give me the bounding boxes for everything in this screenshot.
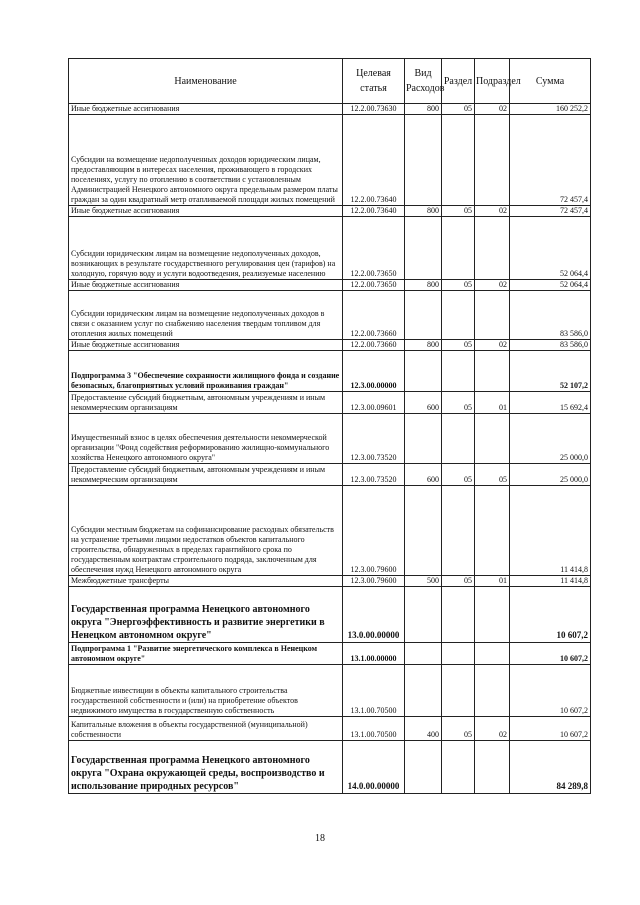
row-name: Имущественный взнос в целях обеспечения деятельности некоммерческой организации "Фонд содействия реформированию жилищно-коммунального хозяйства Ненецкого автономного округа" bbox=[69, 414, 343, 464]
table-row bbox=[69, 351, 591, 392]
row-expense-type bbox=[405, 115, 442, 206]
row-name: Предоставление субсидий бюджетным, автономным учреждениям и иным некоммерческим организациям bbox=[69, 392, 343, 414]
row-sum: 72 457,4 bbox=[510, 115, 591, 206]
table-row bbox=[69, 280, 591, 291]
row-sum: 25 000,0 bbox=[510, 414, 591, 464]
table-row bbox=[69, 340, 591, 351]
row-expense-type: 800 bbox=[405, 206, 442, 217]
row-expense-type bbox=[405, 291, 442, 340]
row-name: Иные бюджетные ассигнования bbox=[69, 340, 343, 351]
row-subsection bbox=[475, 665, 510, 717]
table-header-row bbox=[69, 59, 591, 104]
row-expense-type bbox=[405, 665, 442, 717]
page-number: 18 bbox=[315, 833, 325, 844]
row-target-article: 12.3.00.73520 bbox=[343, 464, 405, 486]
row-target-article: 12.3.00.73520 bbox=[343, 414, 405, 464]
table-row bbox=[69, 392, 591, 414]
row-name: Подпрограмма 3 "Обеспечение сохранности жилищного фонда и создание безопасных, благоприятных условий проживания граждан" bbox=[69, 351, 343, 392]
row-section bbox=[442, 741, 475, 794]
row-expense-type bbox=[405, 217, 442, 280]
row-expense-type: 800 bbox=[405, 104, 442, 115]
row-target-article: 14.0.00.00000 bbox=[343, 741, 405, 794]
row-section: 05 bbox=[442, 464, 475, 486]
row-target-article: 12.3.00.79600 bbox=[343, 576, 405, 587]
row-name: Иные бюджетные ассигнования bbox=[69, 206, 343, 217]
header-expense-type: Вид Расходов bbox=[405, 59, 442, 104]
row-name: Государственная программа Ненецкого автономного округа "Охрана окружающей среды, воспроизводство и использование природных ресурсов" bbox=[69, 741, 343, 794]
table-body bbox=[69, 104, 591, 794]
row-name: Иные бюджетные ассигнования bbox=[69, 280, 343, 291]
table-row bbox=[69, 217, 591, 280]
row-subsection bbox=[475, 217, 510, 280]
row-subsection bbox=[475, 741, 510, 794]
header-section: Раздел bbox=[442, 59, 475, 104]
row-expense-type bbox=[405, 486, 442, 576]
table-row bbox=[69, 291, 591, 340]
row-subsection: 02 bbox=[475, 340, 510, 351]
row-sum: 25 000,0 bbox=[510, 464, 591, 486]
row-name: Межбюджетные трансферты bbox=[69, 576, 343, 587]
row-subsection: 05 bbox=[475, 464, 510, 486]
table-row bbox=[69, 587, 591, 643]
row-subsection: 02 bbox=[475, 280, 510, 291]
row-subsection bbox=[475, 414, 510, 464]
budget-table-container bbox=[68, 58, 590, 794]
row-name: Бюджетные инвестиции в объекты капитального строительства государственной собственности и (или) на приобретение объектов недвижимого имущества в государственную собственность bbox=[69, 665, 343, 717]
table-row bbox=[69, 486, 591, 576]
table-row bbox=[69, 206, 591, 217]
row-target-article: 12.3.00.09601 bbox=[343, 392, 405, 414]
row-section bbox=[442, 351, 475, 392]
row-expense-type bbox=[405, 643, 442, 665]
row-section bbox=[442, 587, 475, 643]
row-target-article: 12.2.00.73660 bbox=[343, 340, 405, 351]
row-expense-type: 500 bbox=[405, 576, 442, 587]
row-sum: 160 252,2 bbox=[510, 104, 591, 115]
row-section bbox=[442, 643, 475, 665]
row-expense-type: 600 bbox=[405, 464, 442, 486]
row-target-article: 12.3.00.00000 bbox=[343, 351, 405, 392]
row-sum: 10 607,2 bbox=[510, 587, 591, 643]
row-section bbox=[442, 291, 475, 340]
row-name: Субсидии юридическим лицам на возмещение недополученных доходов в связи с оказанием услуг по снабжению населения твердым топливом для отопления жилых помещений bbox=[69, 291, 343, 340]
table-row bbox=[69, 643, 591, 665]
row-sum: 83 586,0 bbox=[510, 291, 591, 340]
row-target-article: 13.1.00.70500 bbox=[343, 717, 405, 741]
table-row bbox=[69, 665, 591, 717]
header-target-article: Целевая статья bbox=[343, 59, 405, 104]
row-name: Подпрограмма 1 "Развитие энергетического комплекса в Ненецком автономном округе" bbox=[69, 643, 343, 665]
table-row bbox=[69, 741, 591, 794]
row-section: 05 bbox=[442, 104, 475, 115]
row-sum: 10 607,2 bbox=[510, 665, 591, 717]
row-section: 05 bbox=[442, 340, 475, 351]
row-expense-type: 800 bbox=[405, 280, 442, 291]
budget-table bbox=[68, 58, 591, 794]
row-sum: 10 607,2 bbox=[510, 717, 591, 741]
row-subsection bbox=[475, 291, 510, 340]
table-row bbox=[69, 464, 591, 486]
row-subsection bbox=[475, 486, 510, 576]
row-name: Капитальные вложения в объекты государственной (муниципальной) собственности bbox=[69, 717, 343, 741]
table-row bbox=[69, 576, 591, 587]
table-row bbox=[69, 104, 591, 115]
row-section: 05 bbox=[442, 576, 475, 587]
row-target-article: 13.1.00.00000 bbox=[343, 643, 405, 665]
row-subsection: 02 bbox=[475, 104, 510, 115]
table-row bbox=[69, 414, 591, 464]
row-expense-type: 800 bbox=[405, 340, 442, 351]
row-subsection: 01 bbox=[475, 392, 510, 414]
row-target-article: 13.0.00.00000 bbox=[343, 587, 405, 643]
row-sum: 52 064,4 bbox=[510, 280, 591, 291]
row-expense-type: 400 bbox=[405, 717, 442, 741]
row-expense-type bbox=[405, 414, 442, 464]
row-name: Субсидии местным бюджетам на софинансирование расходных обязательств на устранение третьими лицами недостатков объектов капитального строительства, обнаруженных в пределах гарантийного срока по государственным контрактам строительного подряда, заключенным для обеспечения нужд Ненецкого автономного округа bbox=[69, 486, 343, 576]
row-subsection bbox=[475, 643, 510, 665]
row-section bbox=[442, 115, 475, 206]
row-section: 05 bbox=[442, 392, 475, 414]
row-section: 05 bbox=[442, 206, 475, 217]
row-name: Субсидии юридическим лицам на возмещение недополученных доходов, возникающих в результате государственного регулирования цен (тарифов) на холодную, горячую воду и услуги водоотведения, реализуемые населению bbox=[69, 217, 343, 280]
row-target-article: 12.2.00.73640 bbox=[343, 115, 405, 206]
row-sum: 52 064,4 bbox=[510, 217, 591, 280]
row-name: Субсидии на возмещение недополученных доходов юридическим лицам, предоставляющим в интересах населения, проживающего в городских поселениях, услугу по отоплению в соответствии с установленным Администрацией Ненецкого автономного округа предельным размером платы граждан за один квадратный метр отапливаемой площади жилых помещений bbox=[69, 115, 343, 206]
row-sum: 11 414,8 bbox=[510, 486, 591, 576]
row-name: Иные бюджетные ассигнования bbox=[69, 104, 343, 115]
row-subsection: 02 bbox=[475, 717, 510, 741]
row-subsection bbox=[475, 587, 510, 643]
row-sum: 10 607,2 bbox=[510, 643, 591, 665]
row-expense-type bbox=[405, 741, 442, 794]
row-sum: 72 457,4 bbox=[510, 206, 591, 217]
row-section bbox=[442, 665, 475, 717]
row-subsection: 02 bbox=[475, 206, 510, 217]
row-target-article: 12.2.00.73650 bbox=[343, 280, 405, 291]
row-subsection bbox=[475, 115, 510, 206]
header-subsection: Подраздел bbox=[475, 59, 510, 104]
row-target-article: 12.2.00.73650 bbox=[343, 217, 405, 280]
row-section bbox=[442, 217, 475, 280]
row-sum: 11 414,8 bbox=[510, 576, 591, 587]
row-name: Предоставление субсидий бюджетным, автономным учреждениям и иным некоммерческим организациям bbox=[69, 464, 343, 486]
row-subsection: 01 bbox=[475, 576, 510, 587]
row-name: Государственная программа Ненецкого автономного округа "Энергоэффективность и развитие энергетики в Ненецком автономном округе" bbox=[69, 587, 343, 643]
row-target-article: 12.3.00.79600 bbox=[343, 486, 405, 576]
row-expense-type bbox=[405, 351, 442, 392]
row-section bbox=[442, 486, 475, 576]
row-target-article: 13.1.00.70500 bbox=[343, 665, 405, 717]
row-target-article: 12.2.00.73630 bbox=[343, 104, 405, 115]
row-sum: 15 692,4 bbox=[510, 392, 591, 414]
row-section: 05 bbox=[442, 717, 475, 741]
row-expense-type bbox=[405, 587, 442, 643]
row-target-article: 12.2.00.73640 bbox=[343, 206, 405, 217]
header-sum: Сумма bbox=[510, 59, 591, 104]
row-subsection bbox=[475, 351, 510, 392]
header-name: Наименование bbox=[69, 59, 343, 104]
table-row bbox=[69, 717, 591, 741]
row-section: 05 bbox=[442, 280, 475, 291]
row-target-article: 12.2.00.73660 bbox=[343, 291, 405, 340]
row-expense-type: 600 bbox=[405, 392, 442, 414]
row-section bbox=[442, 414, 475, 464]
table-row bbox=[69, 115, 591, 206]
row-sum: 83 586,0 bbox=[510, 340, 591, 351]
row-sum: 84 289,8 bbox=[510, 741, 591, 794]
row-sum: 52 107,2 bbox=[510, 351, 591, 392]
